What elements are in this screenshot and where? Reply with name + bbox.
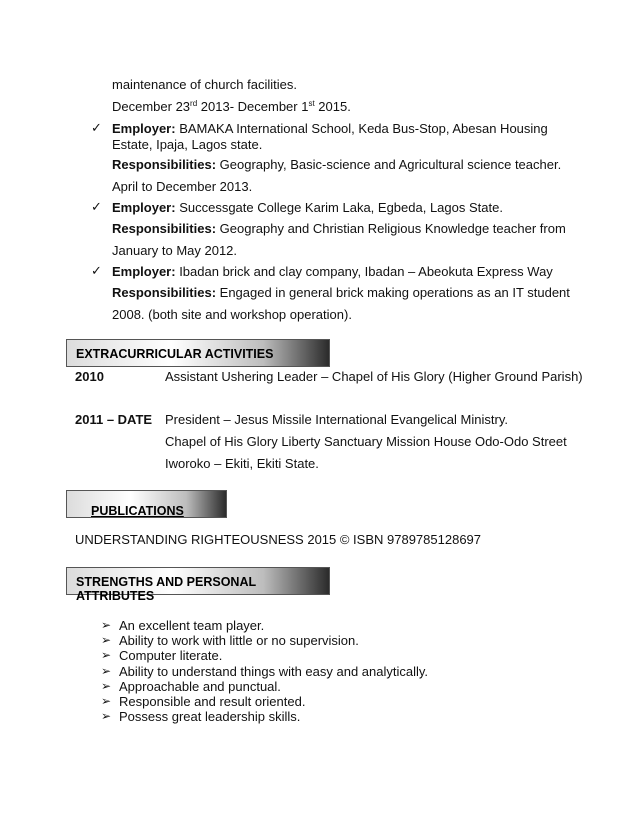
strength-item: Approachable and punctual. xyxy=(119,679,281,694)
employer-line-continued: Estate, Ipaja, Lagos state. xyxy=(112,137,263,152)
employment-dates: April to December 2013. xyxy=(112,179,253,194)
activity-description: Iworoko – Ekiti, Ekiti State. xyxy=(165,456,319,471)
arrow-bullet-icon: ➢ xyxy=(101,709,112,723)
strength-item: Ability to work with little or no supervision. xyxy=(119,633,359,648)
strength-item: Ability to understand things with easy and analytically. xyxy=(119,664,429,679)
activity-description: Assistant Ushering Leader – Chapel of His Glory (Higher Ground Parish) xyxy=(165,369,583,384)
continued-dates: December 23rd 2013- December 1st 2015. xyxy=(112,99,351,114)
arrow-bullet-icon: ➢ xyxy=(101,633,112,647)
employer-line: Employer: BAMAKA International School, Keda Bus-Stop, Abesan Housing xyxy=(112,121,548,136)
section-heading-strengths xyxy=(66,567,330,603)
activity-description: Chapel of His Glory Liberty Sanctuary Mission House Odo-Odo Street xyxy=(165,434,567,449)
responsibilities-line: Responsibilities: Engaged in general brick making operations as an IT student xyxy=(112,285,570,300)
arrow-bullet-icon: ➢ xyxy=(101,648,112,662)
continued-responsibility-line: maintenance of church facilities. xyxy=(112,77,297,92)
strength-item: Computer literate. xyxy=(119,648,223,663)
strength-item: Responsible and result oriented. xyxy=(119,694,306,709)
arrow-bullet-icon: ➢ xyxy=(101,694,112,708)
publication-item: UNDERSTANDING RIGHTEOUSNESS 2015 © ISBN 9789785128697 xyxy=(75,532,482,547)
section-heading-publications xyxy=(66,490,227,518)
strength-item: An excellent team player. xyxy=(119,618,265,633)
activity-year: 2010 xyxy=(75,369,104,384)
checkmark-icon: ✓ xyxy=(91,264,102,279)
activity-description: President – Jesus Missile International Evangelical Ministry. xyxy=(165,412,508,427)
responsibilities-line: Responsibilities: Geography and Christian Religious Knowledge teacher from xyxy=(112,221,566,236)
employer-line: Employer: Ibadan brick and clay company, Ibadan – Abeokuta Express Way xyxy=(112,264,553,279)
checkmark-icon: ✓ xyxy=(91,200,102,215)
arrow-bullet-icon: ➢ xyxy=(101,679,112,693)
section-heading-text: PUBLICATIONS xyxy=(91,504,184,518)
section-heading-text: EXTRACURRICULAR ACTIVITIES xyxy=(76,347,274,361)
arrow-bullet-icon: ➢ xyxy=(101,664,112,678)
employment-dates: 2008. (both site and workshop operation). xyxy=(112,307,352,322)
responsibilities-line: Responsibilities: Geography, Basic-science and Agricultural science teacher. xyxy=(112,157,562,172)
arrow-bullet-icon: ➢ xyxy=(101,618,112,632)
activity-year: 2011 – DATE xyxy=(75,412,153,427)
section-heading-text: STRENGTHS AND PERSONAL ATTRIBUTES xyxy=(76,575,256,603)
employment-dates: January to May 2012. xyxy=(112,243,238,258)
section-heading-extracurricular xyxy=(66,339,330,367)
strength-item: Possess great leadership skills. xyxy=(119,709,301,724)
employer-line: Employer: Successgate College Karim Laka, Egbeda, Lagos State. xyxy=(112,200,503,215)
checkmark-icon: ✓ xyxy=(91,121,102,136)
